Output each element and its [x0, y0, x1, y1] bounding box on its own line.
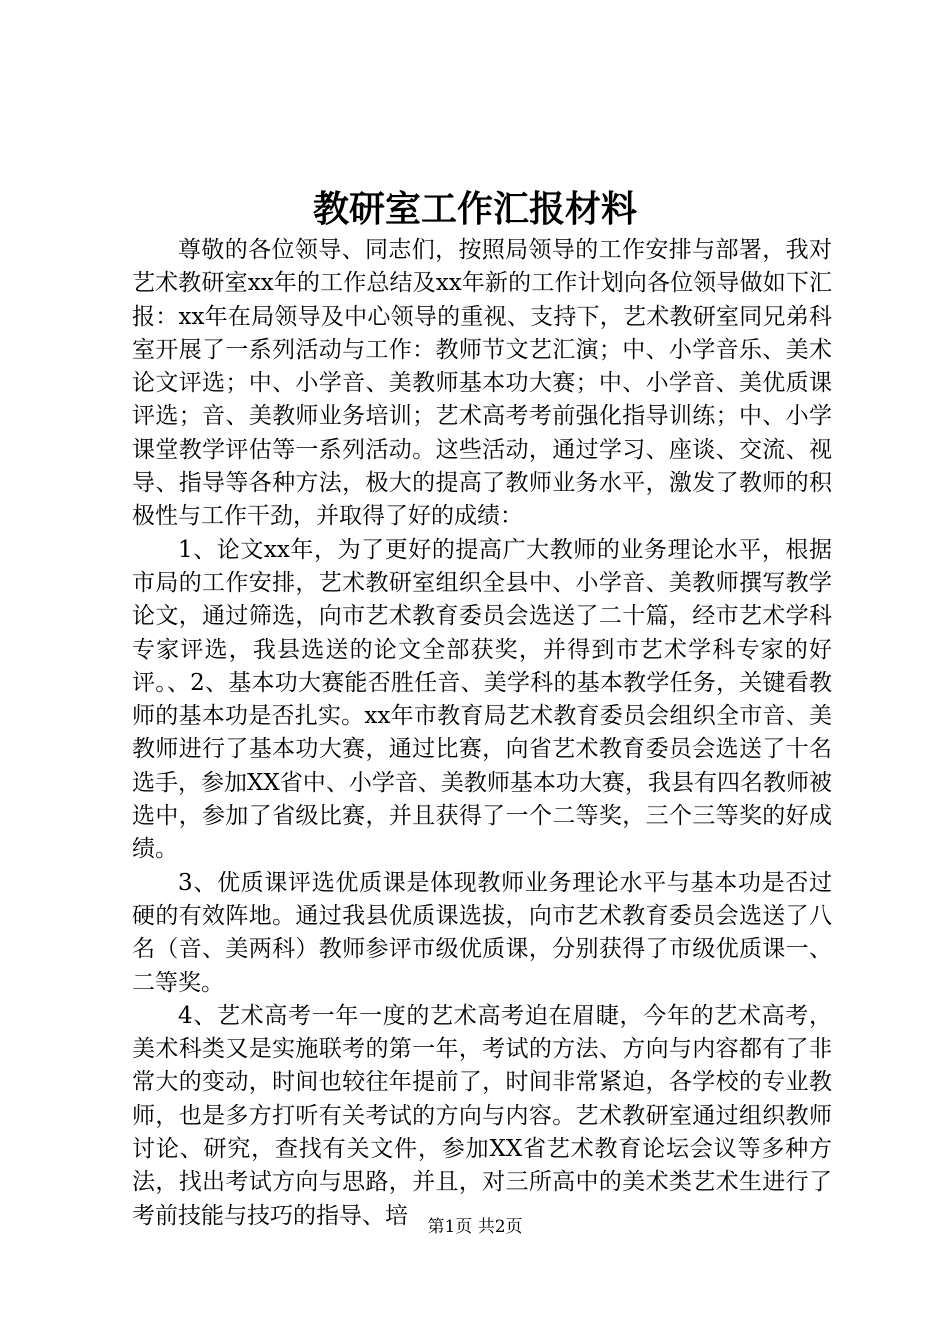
document-body	[132, 234, 832, 1233]
page-footer: 第1页 共2页	[427, 1217, 523, 1237]
paragraph-1: 1、论文xx年，为了更好的提高广大教师的业务理论水平，根据市局的工作安排，艺术教研室组织全县中、小学音、美教师撰写教学论文，通过筛选，向市艺术教育委员会选送了二十篇，经市艺术学科专家评选，我县选送的论文全部获奖，并得到市艺术学科专家的好评。、2、基本功大赛能否胜任音、美学科的基本教学任务，关键看教师的基本功是否扎实。xx年市教育局艺术教育委员会组织全市音、美教师进行了基本功大赛，通过比赛，向省艺术教育委员会选送了十名选手，参加XX省中、小学音、美教师基本功大赛，我县有四名教师被选中，参加了省级比赛，并且获得了一个二等奖，三个三等奖的好成绩。	[132, 536, 832, 863]
paragraph-intro: 尊敬的各位领导、同志们，按照局领导的工作安排与部署，我对艺术教研室xx年的工作总结及xx年新的工作计划向各位领导做如下汇报：xx年在局领导及中心领导的重视、支持下，艺术教研室同兄弟科室开展了一系列活动与工作：教师节文艺汇演；中、小学音乐、美术论文评选；中、小学音、美教师基本功大赛；中、小学音、美优质课评选；音、美教师业务培训；艺术高考考前强化指导训练；中、小学课堂教学评估等一系列活动。这些活动，通过学习、座谈、交流、视导、指导等各种方法，极大的提高了教师业务水平，激发了教师的积极性与工作干劲，并取得了好的成绩：	[132, 237, 832, 530]
paragraph-4: 4、艺术高考一年一度的艺术高考迫在眉睫，今年的艺术高考，美术科类又是实施联考的第一年，考试的方法、方向与内容都有了非常大的变动，时间也较往年提前了，时间非常紧迫，各学校的专业教师，也是多方打听有关考试的方向与内容。艺术教研室通过组织教师讨论、研究，查找有关文件，参加XX省艺术教育论坛会议等多种方法，找出考试方向与思路，并且，对三所高中的美术类艺术生进行了考前技能与技巧的指导、培	[132, 1002, 832, 1229]
page-title: 教研室工作汇报材料	[312, 188, 637, 230]
paragraph-3: 3、优质课评选优质课是体现教师业务理论水平与基本功是否过硬的有效阵地。通过我县优质课选拔，向市艺术教育委员会选送了八名（音、美两科）教师参评市级优质课，分别获得了市级优质课一、二等奖。	[132, 869, 832, 996]
